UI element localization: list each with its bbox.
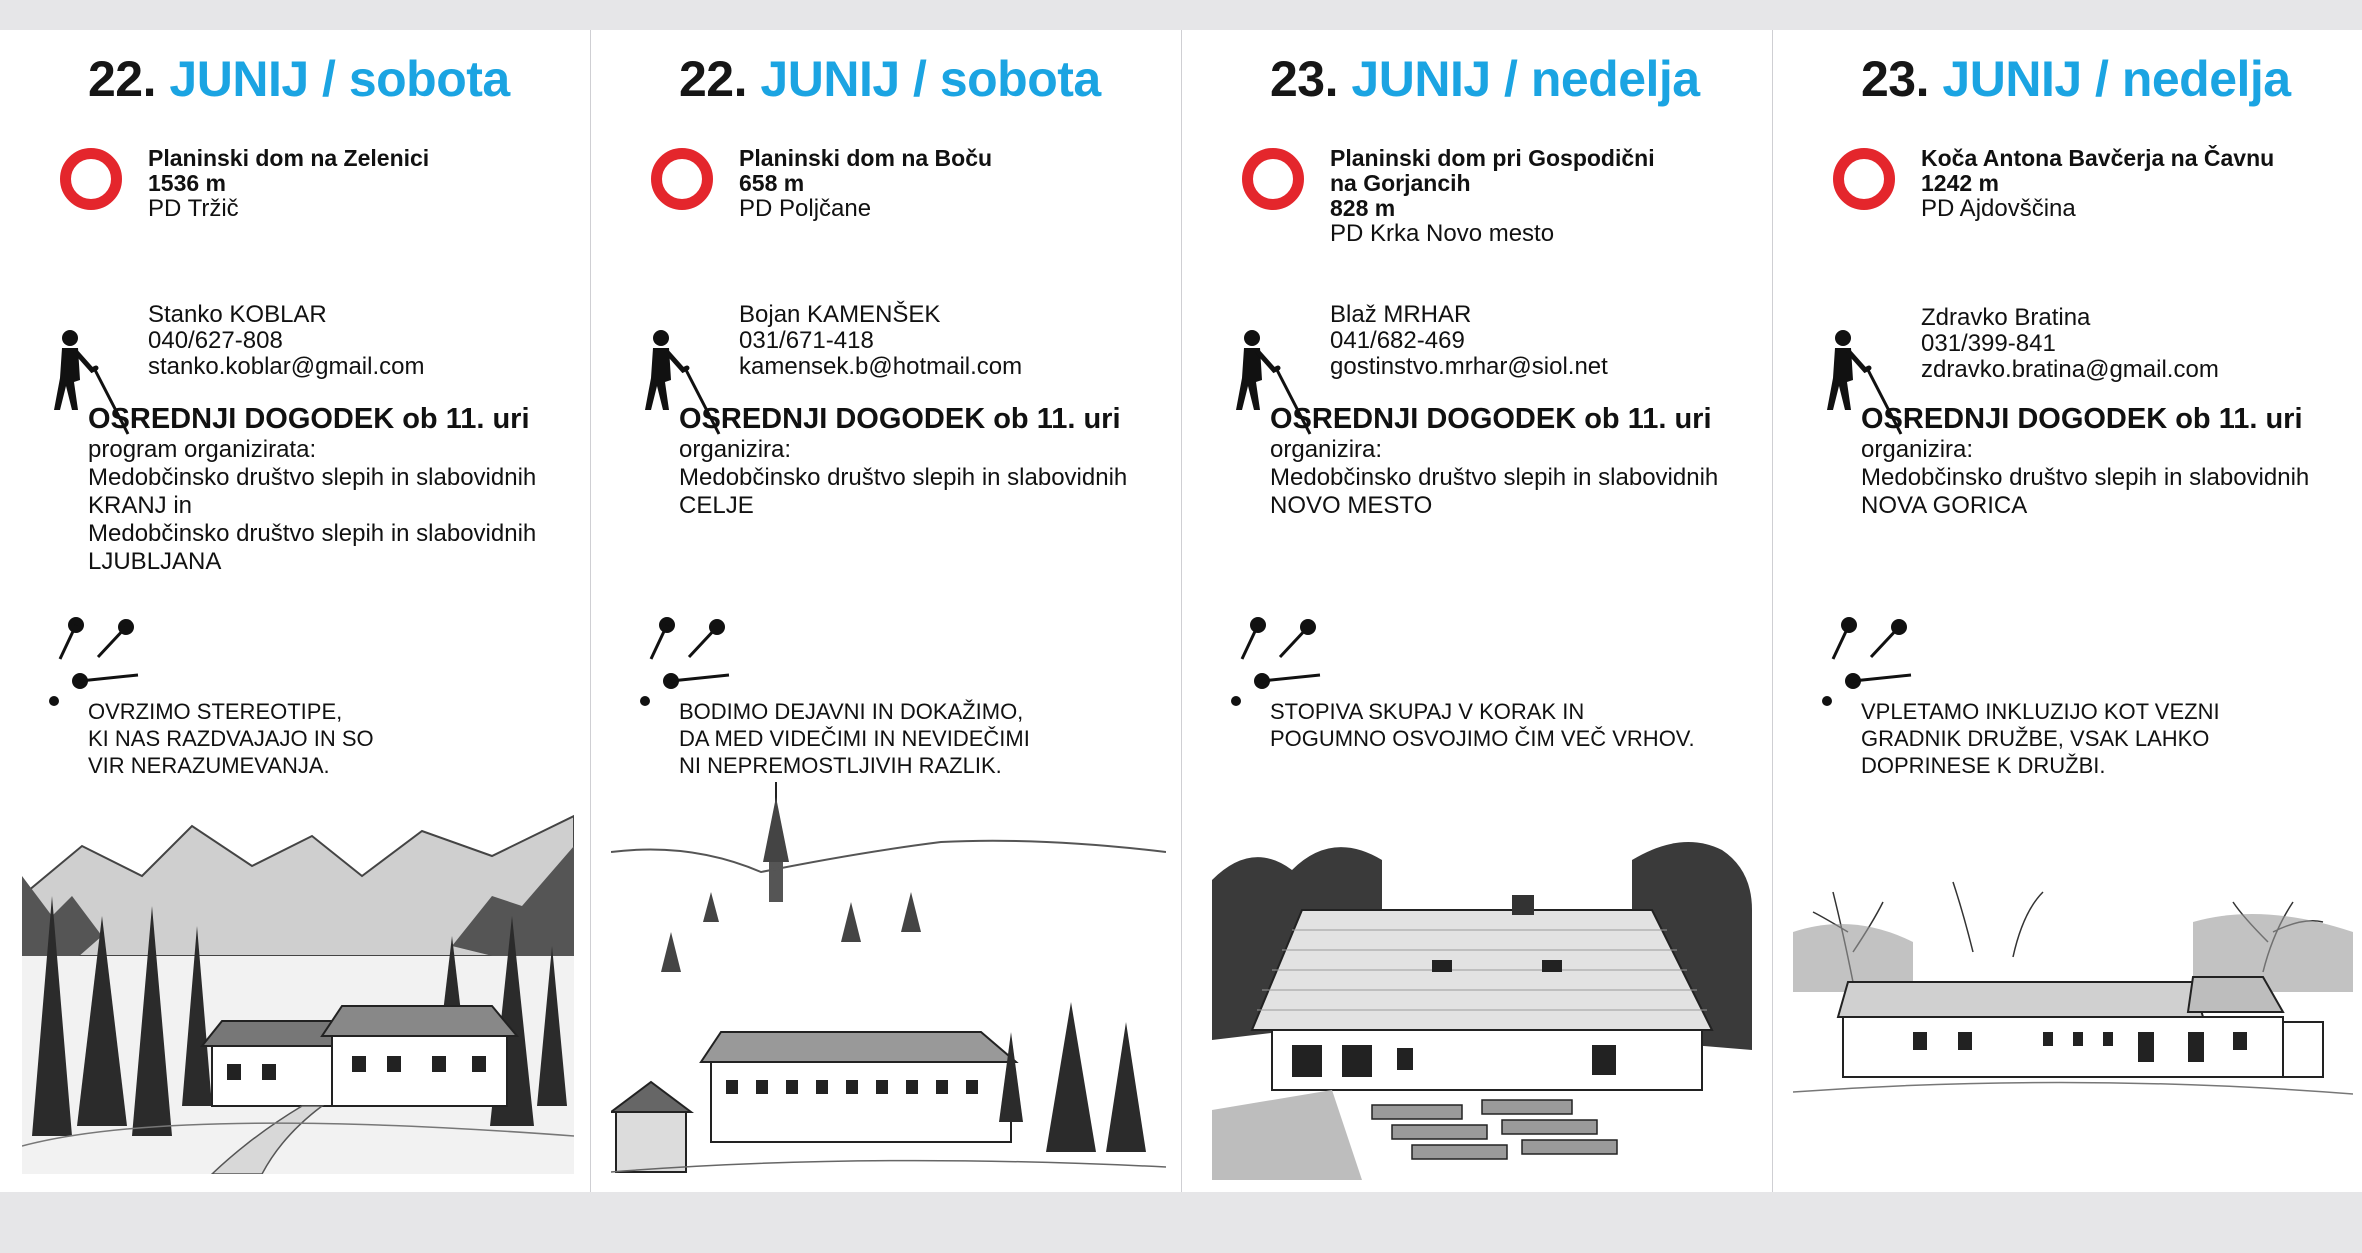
contact-info	[148, 302, 424, 380]
event-line: organizira:	[1861, 436, 1974, 463]
pins-icon	[1228, 615, 1323, 710]
date-month-weekday: JUNIJ / sobota	[760, 51, 1101, 107]
hut-name: Planinski dom na Boču	[739, 145, 993, 171]
motto	[88, 698, 374, 779]
hut-info	[739, 146, 1159, 221]
hut-info	[148, 146, 568, 221]
contact-email: zdravko.bratina@gmail.com	[1921, 356, 2219, 383]
motto-line: VPLETAMO INKLUZIJO KOT VEZNI	[1861, 699, 2220, 724]
target-ring-icon	[651, 148, 713, 210]
event-line: KRANJ in	[88, 492, 193, 519]
motto	[1861, 698, 2220, 779]
hut-name: Koča Antona Bavčerja na Čavnu	[1921, 145, 2275, 171]
motto-line: BODIMO DEJAVNI IN DOKAŽIMO,	[679, 699, 1024, 724]
event-line: Medobčinsko društvo slepih in slabovidnih	[1270, 464, 1719, 491]
target-ring-icon	[1242, 148, 1304, 210]
pins-icon	[1819, 615, 1914, 710]
hut-club: PD Tržič	[148, 195, 239, 222]
sketch-boc-hut	[611, 782, 1166, 1177]
motto-line: GRADNIK DRUŽBE, VSAK LAHKO	[1861, 726, 2210, 751]
contact-phone: 031/671-418	[739, 327, 874, 354]
event-line: NOVO MESTO	[1270, 492, 1433, 519]
date-day: 23.	[1861, 51, 1930, 107]
motto-line: VIR NERAZUMEVANJA.	[88, 753, 330, 778]
hut-elevation: 828 m	[1330, 195, 1396, 221]
contact-phone: 031/399-841	[1921, 330, 2056, 357]
motto-line: DOPRINESE K DRUŽBI.	[1861, 753, 2106, 778]
event-date	[1270, 50, 1700, 108]
motto-line: DA MED VIDEČIMI IN NEVIDEČIMI	[679, 726, 1030, 751]
motto	[1270, 698, 1695, 752]
poster-panels	[0, 30, 2362, 1192]
event-date	[679, 50, 1101, 108]
sketch-zelenici-hut	[22, 806, 574, 1174]
contact-phone: 041/682-469	[1330, 327, 1465, 354]
motto-line: NI NEPREMOSTLJIVIH RAZLIK.	[679, 753, 1002, 778]
event-title: OSREDNJI DOGODEK ob 11. uri	[1270, 403, 1712, 435]
event-line: Medobčinsko društvo slepih in slabovidnih	[1861, 464, 2310, 491]
date-month-weekday: JUNIJ / sobota	[169, 51, 510, 107]
pins-icon	[46, 615, 141, 710]
sketch-gorjanci-hut	[1212, 820, 1752, 1180]
target-ring-icon	[60, 148, 122, 210]
motto	[679, 698, 1030, 779]
panel-zelenica	[0, 30, 591, 1192]
event-line: organizira:	[1270, 436, 1383, 463]
event-line: NOVA GORICA	[1861, 492, 2028, 519]
event-line: Medobčinsko društvo slepih in slabovidnih	[679, 464, 1128, 491]
contact-email: gostinstvo.mrhar@siol.net	[1330, 353, 1608, 380]
hut-name: Planinski dom pri Gospodični	[1330, 145, 1655, 171]
hut-elevation: 1536 m	[148, 170, 227, 196]
hut-info	[1921, 146, 2341, 221]
event-line: LJUBLJANA	[88, 548, 222, 575]
motto-line: STOPIVA SKUPAJ V KORAK IN	[1270, 699, 1585, 724]
hut-club: PD Krka Novo mesto	[1330, 220, 1555, 247]
hut-info	[1330, 146, 1750, 246]
contact-name: Stanko KOBLAR	[148, 301, 327, 328]
contact-name: Bojan KAMENŠEK	[739, 301, 941, 328]
contact-phone: 040/627-808	[148, 327, 283, 354]
main-event	[88, 402, 588, 576]
main-event	[1270, 402, 1770, 520]
contact-name: Zdravko Bratina	[1921, 304, 2091, 331]
event-line: Medobčinsko društvo slepih in slabovidnih	[88, 520, 537, 547]
event-line: CELJE	[679, 492, 754, 519]
contact-email: kamensek.b@hotmail.com	[739, 353, 1023, 380]
main-event	[1861, 402, 2361, 520]
contact-info	[1330, 302, 1608, 380]
event-title: OSREDNJI DOGODEK ob 11. uri	[88, 403, 530, 435]
motto-line: KI NAS RAZDVAJAJO IN SO	[88, 726, 374, 751]
hut-name: Planinski dom na Zelenici	[148, 145, 430, 171]
event-date	[1861, 50, 2291, 108]
date-month-weekday: JUNIJ / nedelja	[1942, 51, 2291, 107]
date-month-weekday: JUNIJ / nedelja	[1351, 51, 1700, 107]
hut-name-line-2: na Gorjancih	[1330, 170, 1471, 196]
motto-line: POGUMNO OSVOJIMO ČIM VEČ VRHOV.	[1270, 726, 1695, 751]
hut-elevation: 658 m	[739, 170, 805, 196]
contact-name: Blaž MRHAR	[1330, 301, 1472, 328]
date-day: 22.	[679, 51, 748, 107]
event-title: OSREDNJI DOGODEK ob 11. uri	[679, 403, 1121, 435]
sketch-cavn-hut	[1793, 872, 2353, 1112]
motto-line: OVRZIMO STEREOTIPE,	[88, 699, 343, 724]
contact-email: stanko.koblar@gmail.com	[148, 353, 425, 380]
main-event	[679, 402, 1179, 520]
event-line: organizira:	[679, 436, 792, 463]
event-date	[88, 50, 510, 108]
hut-elevation: 1242 m	[1921, 170, 2000, 196]
hut-club: PD Ajdovščina	[1921, 195, 2076, 222]
hut-club: PD Poljčane	[739, 195, 872, 222]
panel-boc	[591, 30, 1182, 1192]
pins-icon	[637, 615, 732, 710]
date-day: 22.	[88, 51, 157, 107]
event-line: Medobčinsko društvo slepih in slabovidnih	[88, 464, 537, 491]
panel-gorjanci	[1182, 30, 1773, 1192]
date-day: 23.	[1270, 51, 1339, 107]
event-title: OSREDNJI DOGODEK ob 11. uri	[1861, 403, 2303, 435]
contact-info	[1921, 305, 2219, 383]
target-ring-icon	[1833, 148, 1895, 210]
contact-info	[739, 302, 1022, 380]
panel-cavn	[1773, 30, 2362, 1192]
event-line: program organizirata:	[88, 436, 317, 463]
